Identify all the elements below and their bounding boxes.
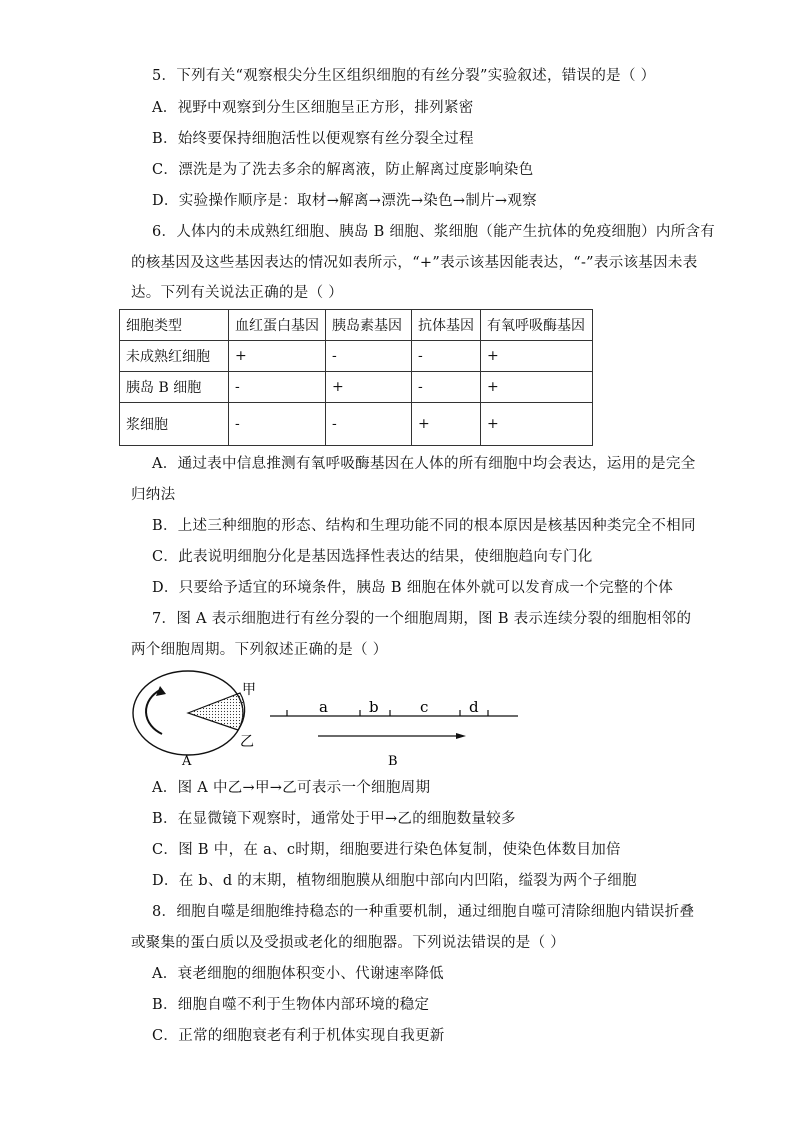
table-cell: - bbox=[326, 403, 412, 446]
q7-stem-line1: 7．图 A 表示细胞进行有丝分裂的一个细胞周期，图 B 表示连续分裂的细胞相邻的 bbox=[152, 611, 692, 627]
q5-option-a: A．视野中观察到分生区细胞呈正方形，排列紧密 bbox=[152, 100, 474, 116]
q5-option-b: B．始终要保持细胞活性以便观察有丝分裂全过程 bbox=[152, 131, 474, 147]
label-jia: 甲 bbox=[242, 682, 256, 698]
q8-stem-line1: 8．细胞自噬是细胞维持稳态的一种重要机制，通过细胞自噬可清除细胞内错误折叠 bbox=[152, 904, 695, 920]
division-phase-sector bbox=[188, 693, 245, 730]
table-cell: + bbox=[481, 403, 593, 446]
q7-option-d: D．在 b、d 的末期，植物细胞膜从细胞中部向内凹陷，缢裂为两个子细胞 bbox=[152, 873, 637, 889]
q6-stem-line1: 6．人体内的未成熟红细胞、胰岛 B 细胞、浆细胞（能产生抗体的免疫细胞）内所含有 bbox=[152, 224, 716, 240]
table-cell: + bbox=[229, 341, 326, 372]
table-header-row bbox=[120, 310, 593, 341]
table-header-cell: 抗体基因 bbox=[412, 310, 481, 341]
q5-option-d: D．实验操作顺序是：取材→解离→漂洗→染色→制片→观察 bbox=[152, 193, 537, 209]
table-header-cell: 胰岛素基因 bbox=[326, 310, 412, 341]
table-cell: 未成熟红细胞 bbox=[120, 341, 229, 372]
cycle-direction-arrow bbox=[146, 690, 162, 734]
table-cell: + bbox=[326, 372, 412, 403]
table-cell: - bbox=[229, 372, 326, 403]
q8-option-b: B．细胞自噬不利于生物体内部环境的稳定 bbox=[152, 997, 430, 1013]
q6-stem-line3: 达。下列有关说法正确的是（ ） bbox=[131, 285, 344, 301]
gene-expression-table bbox=[119, 309, 593, 446]
q5-option-c: C．漂洗是为了洗去多余的解离液，防止解离过度影响染色 bbox=[152, 162, 534, 178]
label-yi: 乙 bbox=[240, 734, 254, 750]
table-cell: + bbox=[481, 372, 593, 403]
label-figure-a: A bbox=[182, 754, 192, 768]
figure-a bbox=[133, 671, 256, 768]
table-cell: - bbox=[412, 341, 481, 372]
q8-stem-line2: 或聚集的蛋白质以及受损或老化的细胞器。下列说法错误的是（ ） bbox=[131, 935, 566, 951]
figure-b bbox=[270, 698, 518, 768]
table-cell: - bbox=[326, 341, 412, 372]
segment-label-b: b bbox=[369, 698, 379, 716]
q6-stem-line2: 的核基因及这些基因表达的情况如表所示，“+”表示该基因能表达，“-”表示该基因未表 bbox=[131, 255, 698, 271]
q6-option-b: B．上述三种细胞的形态、结构和生理功能不同的根本原因是核基因种类完全不相同 bbox=[152, 518, 696, 534]
q8-option-c: C．正常的细胞衰老有利于机体实现自我更新 bbox=[152, 1028, 445, 1044]
q7-stem-line2: 两个细胞周期。下列叙述正确的是（ ） bbox=[131, 642, 388, 658]
segment-label-a: a bbox=[319, 698, 328, 716]
segment-label-d: d bbox=[469, 698, 479, 716]
table-header-cell: 细胞类型 bbox=[120, 310, 229, 341]
table-row bbox=[120, 341, 593, 372]
q7-option-c: C．图 B 中，在 a、c时期，细胞要进行染色体复制，使染色体数目加倍 bbox=[152, 842, 621, 858]
table-cell: + bbox=[412, 403, 481, 446]
table-cell: + bbox=[481, 341, 593, 372]
segment-label-c: c bbox=[420, 698, 429, 716]
table-cell: 胰岛 B 细胞 bbox=[120, 372, 229, 403]
table-cell: 浆细胞 bbox=[120, 403, 229, 446]
q6-option-d: D．只要给予适宜的环境条件，胰岛 B 细胞在体外就可以发育成一个完整的个体 bbox=[152, 580, 674, 596]
label-figure-b: B bbox=[388, 754, 398, 768]
table-header-cell: 血红蛋白基因 bbox=[229, 310, 326, 341]
table-header-cell: 有氧呼吸酶基因 bbox=[481, 310, 593, 341]
q8-option-a: A．衰老细胞的细胞体积变小、代谢速率降低 bbox=[152, 966, 444, 982]
table-cell: - bbox=[229, 403, 326, 446]
q7-option-b: B．在显微镜下观察时，通常处于甲→乙的细胞数量较多 bbox=[152, 811, 516, 827]
q5-stem: 5．下列有关“观察根尖分生区组织细胞的有丝分裂”实验叙述，错误的是（ ） bbox=[152, 68, 656, 84]
q7-option-a: A．图 A 中乙→甲→乙可表示一个细胞周期 bbox=[152, 780, 431, 796]
table-row bbox=[120, 403, 593, 446]
q6-option-c: C．此表说明细胞分化是基因选择性表达的结果，使细胞趋向专门化 bbox=[152, 549, 593, 565]
table-cell: - bbox=[412, 372, 481, 403]
table-row bbox=[120, 372, 593, 403]
arrow-right-icon bbox=[456, 733, 466, 739]
q6-option-a-line2: 归纳法 bbox=[131, 487, 176, 503]
q6-option-a-line1: A．通过表中信息推测有氧呼吸酶基因在人体的所有细胞中均会表达，运用的是完全 bbox=[152, 456, 696, 472]
cell-cycle-figure bbox=[130, 668, 530, 768]
